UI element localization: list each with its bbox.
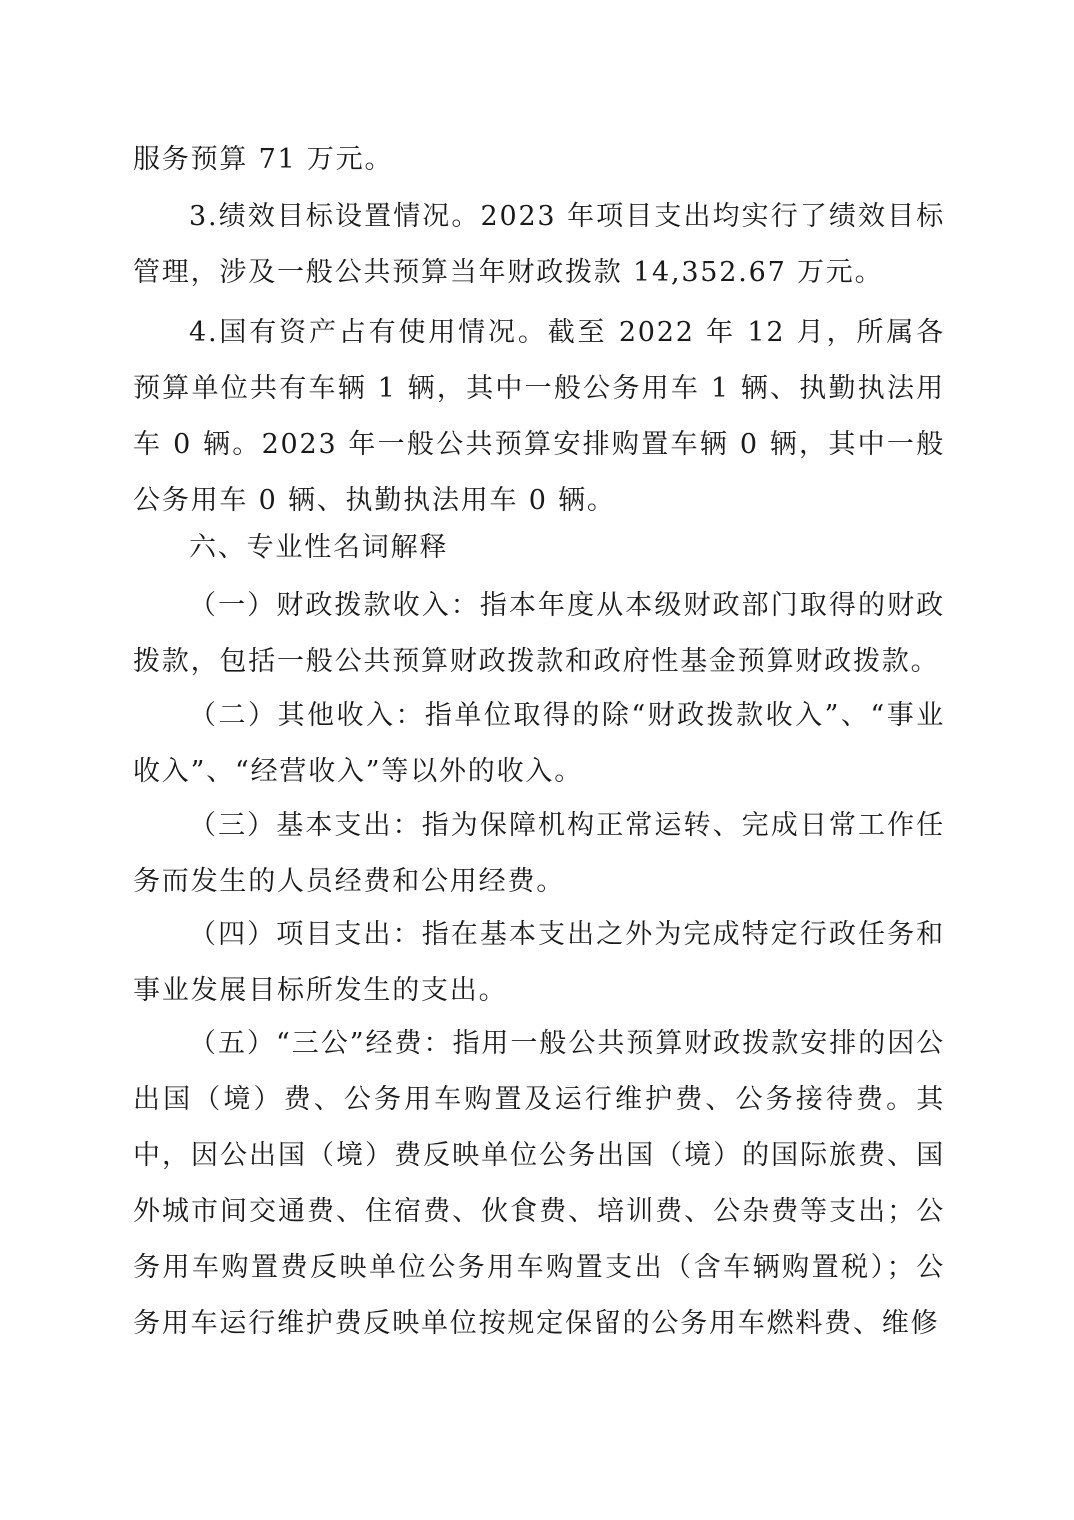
paragraph-definition-3: （三）基本支出：指为保障机构正常运转、完成日常工作任务而发生的人员经费和公用经费。: [133, 810, 945, 897]
paragraph-definition-2: （二）其他收入：指单位取得的除“财政拨款收入”、“事业收入”、“经营收入”等以外的收入。: [133, 700, 945, 787]
section-heading: 六、专业性名词解释: [189, 532, 449, 563]
paragraph-definition-5: （五）“三公”经费：指用一般公共预算财政拨款安排的因公出国（境）费、公务用车购置及运行维护费、公务接待费。其中，因公出国（境）费反映单位公务出国（境）的国际旅费、国外城市间交通费、住宿费、伙食费、培训费、公杂费等支出；公务用车购置费反映单位公务用车购置支出（含车辆购置税）；公务用车运行维护费反映单位按规定保留的公务用车燃料费、维修: [133, 1028, 945, 1339]
paragraph-state-assets: 4.国有资产占有使用情况。截至 2022 年 12 月，所属各预算单位共有车辆 1 辆，其中一般公务用车 1 辆、执勤执法用车 0 辆。2023 年一般公共预算安排购置车辆 0 辆，其中一般公务用车 0 辆、执勤执法用车 0 辆。: [133, 317, 945, 516]
paragraph-performance-targets: 3.绩效目标设置情况。2023 年项目支出均实行了绩效目标管理，涉及一般公共预算当年财政拨款 14,352.67 万元。: [133, 201, 945, 288]
paragraph-definition-4: （四）项目支出：指在基本支出之外为完成特定行政任务和事业发展目标所发生的支出。: [133, 919, 945, 1006]
paragraph-definition-1: （一）财政拨款收入：指本年度从本级财政部门取得的财政拨款，包括一般公共预算财政拨款和政府性基金预算财政拨款。: [133, 590, 945, 677]
paragraph-continuation: 服务预算 71 万元。: [133, 144, 394, 175]
